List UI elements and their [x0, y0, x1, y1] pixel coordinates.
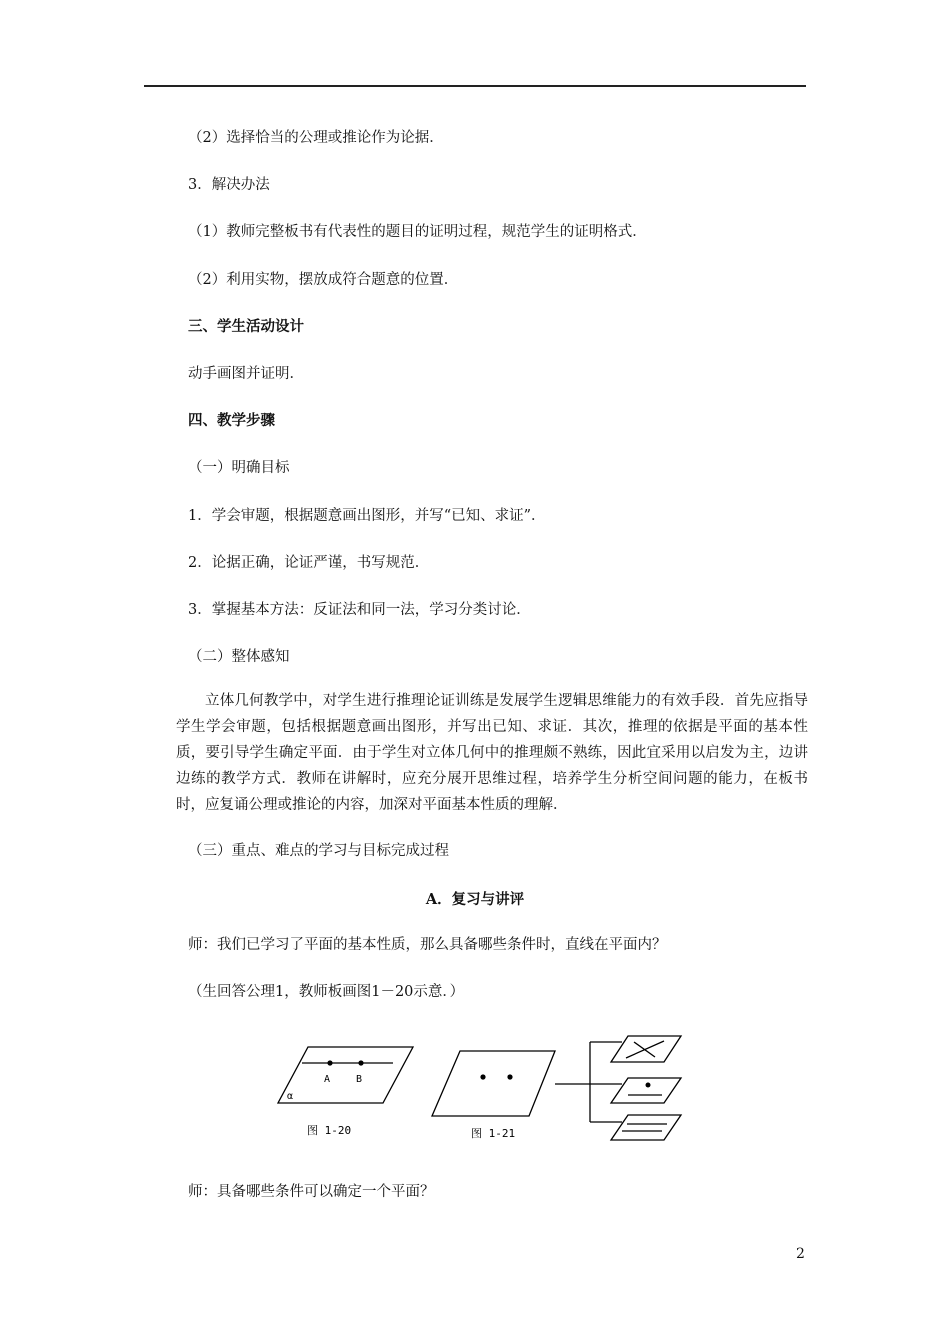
- small-plane-point: [611, 1078, 681, 1103]
- text-line: （2）利用实物，摆放成符合题意的位置．: [188, 272, 459, 288]
- small-plane-lines: [611, 1115, 681, 1140]
- sub-heading: A．复习与讲评: [425, 891, 525, 908]
- text-line: （2）选择恰当的公理或推论作为论据．: [188, 130, 444, 146]
- text-line: （三）重点、难点的学习与目标完成过程: [188, 843, 449, 859]
- plane-alpha-shape: [278, 1047, 413, 1103]
- text-line: 1．学会审题，根据题意画出图形，并写“已知、求证”．: [188, 508, 546, 524]
- section-heading: 三、学生活动设计: [188, 318, 304, 335]
- header-rule: [144, 85, 806, 87]
- text-line: （生回答公理1，教师板画图1－20示意．）: [188, 984, 465, 1000]
- text-line: 动手画图并证明．: [188, 366, 304, 382]
- plane-two-points-shape: [432, 1051, 555, 1116]
- geometry-figure: [270, 1030, 710, 1148]
- point-2: [507, 1074, 512, 1079]
- text-line: 师：我们已学习了平面的基本性质，那么具备哪些条件时，直线在平面内？: [188, 937, 667, 953]
- text-line: 3．解决办法: [188, 177, 270, 193]
- label-alpha: α: [287, 1091, 294, 1102]
- page-number: 2: [796, 1246, 805, 1262]
- text-line: （二）整体感知: [188, 649, 290, 665]
- section-heading: 四、教学步骤: [188, 412, 275, 429]
- caption-fig-1-20: 图 1-20: [307, 1124, 352, 1137]
- point-a: [327, 1060, 332, 1065]
- point-b: [358, 1060, 363, 1065]
- text-line: 2．论据正确，论证严谨，书写规范．: [188, 555, 430, 571]
- text-line: （1）教师完整板书有代表性的题目的证明过程，规范学生的证明格式．: [188, 224, 647, 240]
- label-a: A: [324, 1074, 331, 1085]
- body-paragraph: 立体几何教学中，对学生进行推理论证训练是发展学生逻辑思维能力的有效手段．首先应指导学生学会审题，包括根据题意画出图形，并写出已知、求证．其次，推理的依据是平面的基本性质，要引导学生确定平面．由于学生对立体几何中的推理颇不熟练，因此宜采用以启发为主，边讲边练的教学方式．教师在讲解时，应充分展开思维过程，培养学生分析空间问题的能力，在板书时，应复诵公理或推论的内容，加深对平面基本性质的理解．: [176, 693, 808, 813]
- text-line: 师：具备哪些条件可以确定一个平面？: [188, 1184, 435, 1200]
- point-1: [480, 1074, 485, 1079]
- caption-fig-1-21: 图 1-21: [471, 1127, 516, 1140]
- text-line: 3．掌握基本方法：反证法和同一法，学习分类讨论．: [188, 602, 531, 618]
- label-b: B: [356, 1074, 363, 1085]
- text-line: （一）明确目标: [188, 460, 290, 476]
